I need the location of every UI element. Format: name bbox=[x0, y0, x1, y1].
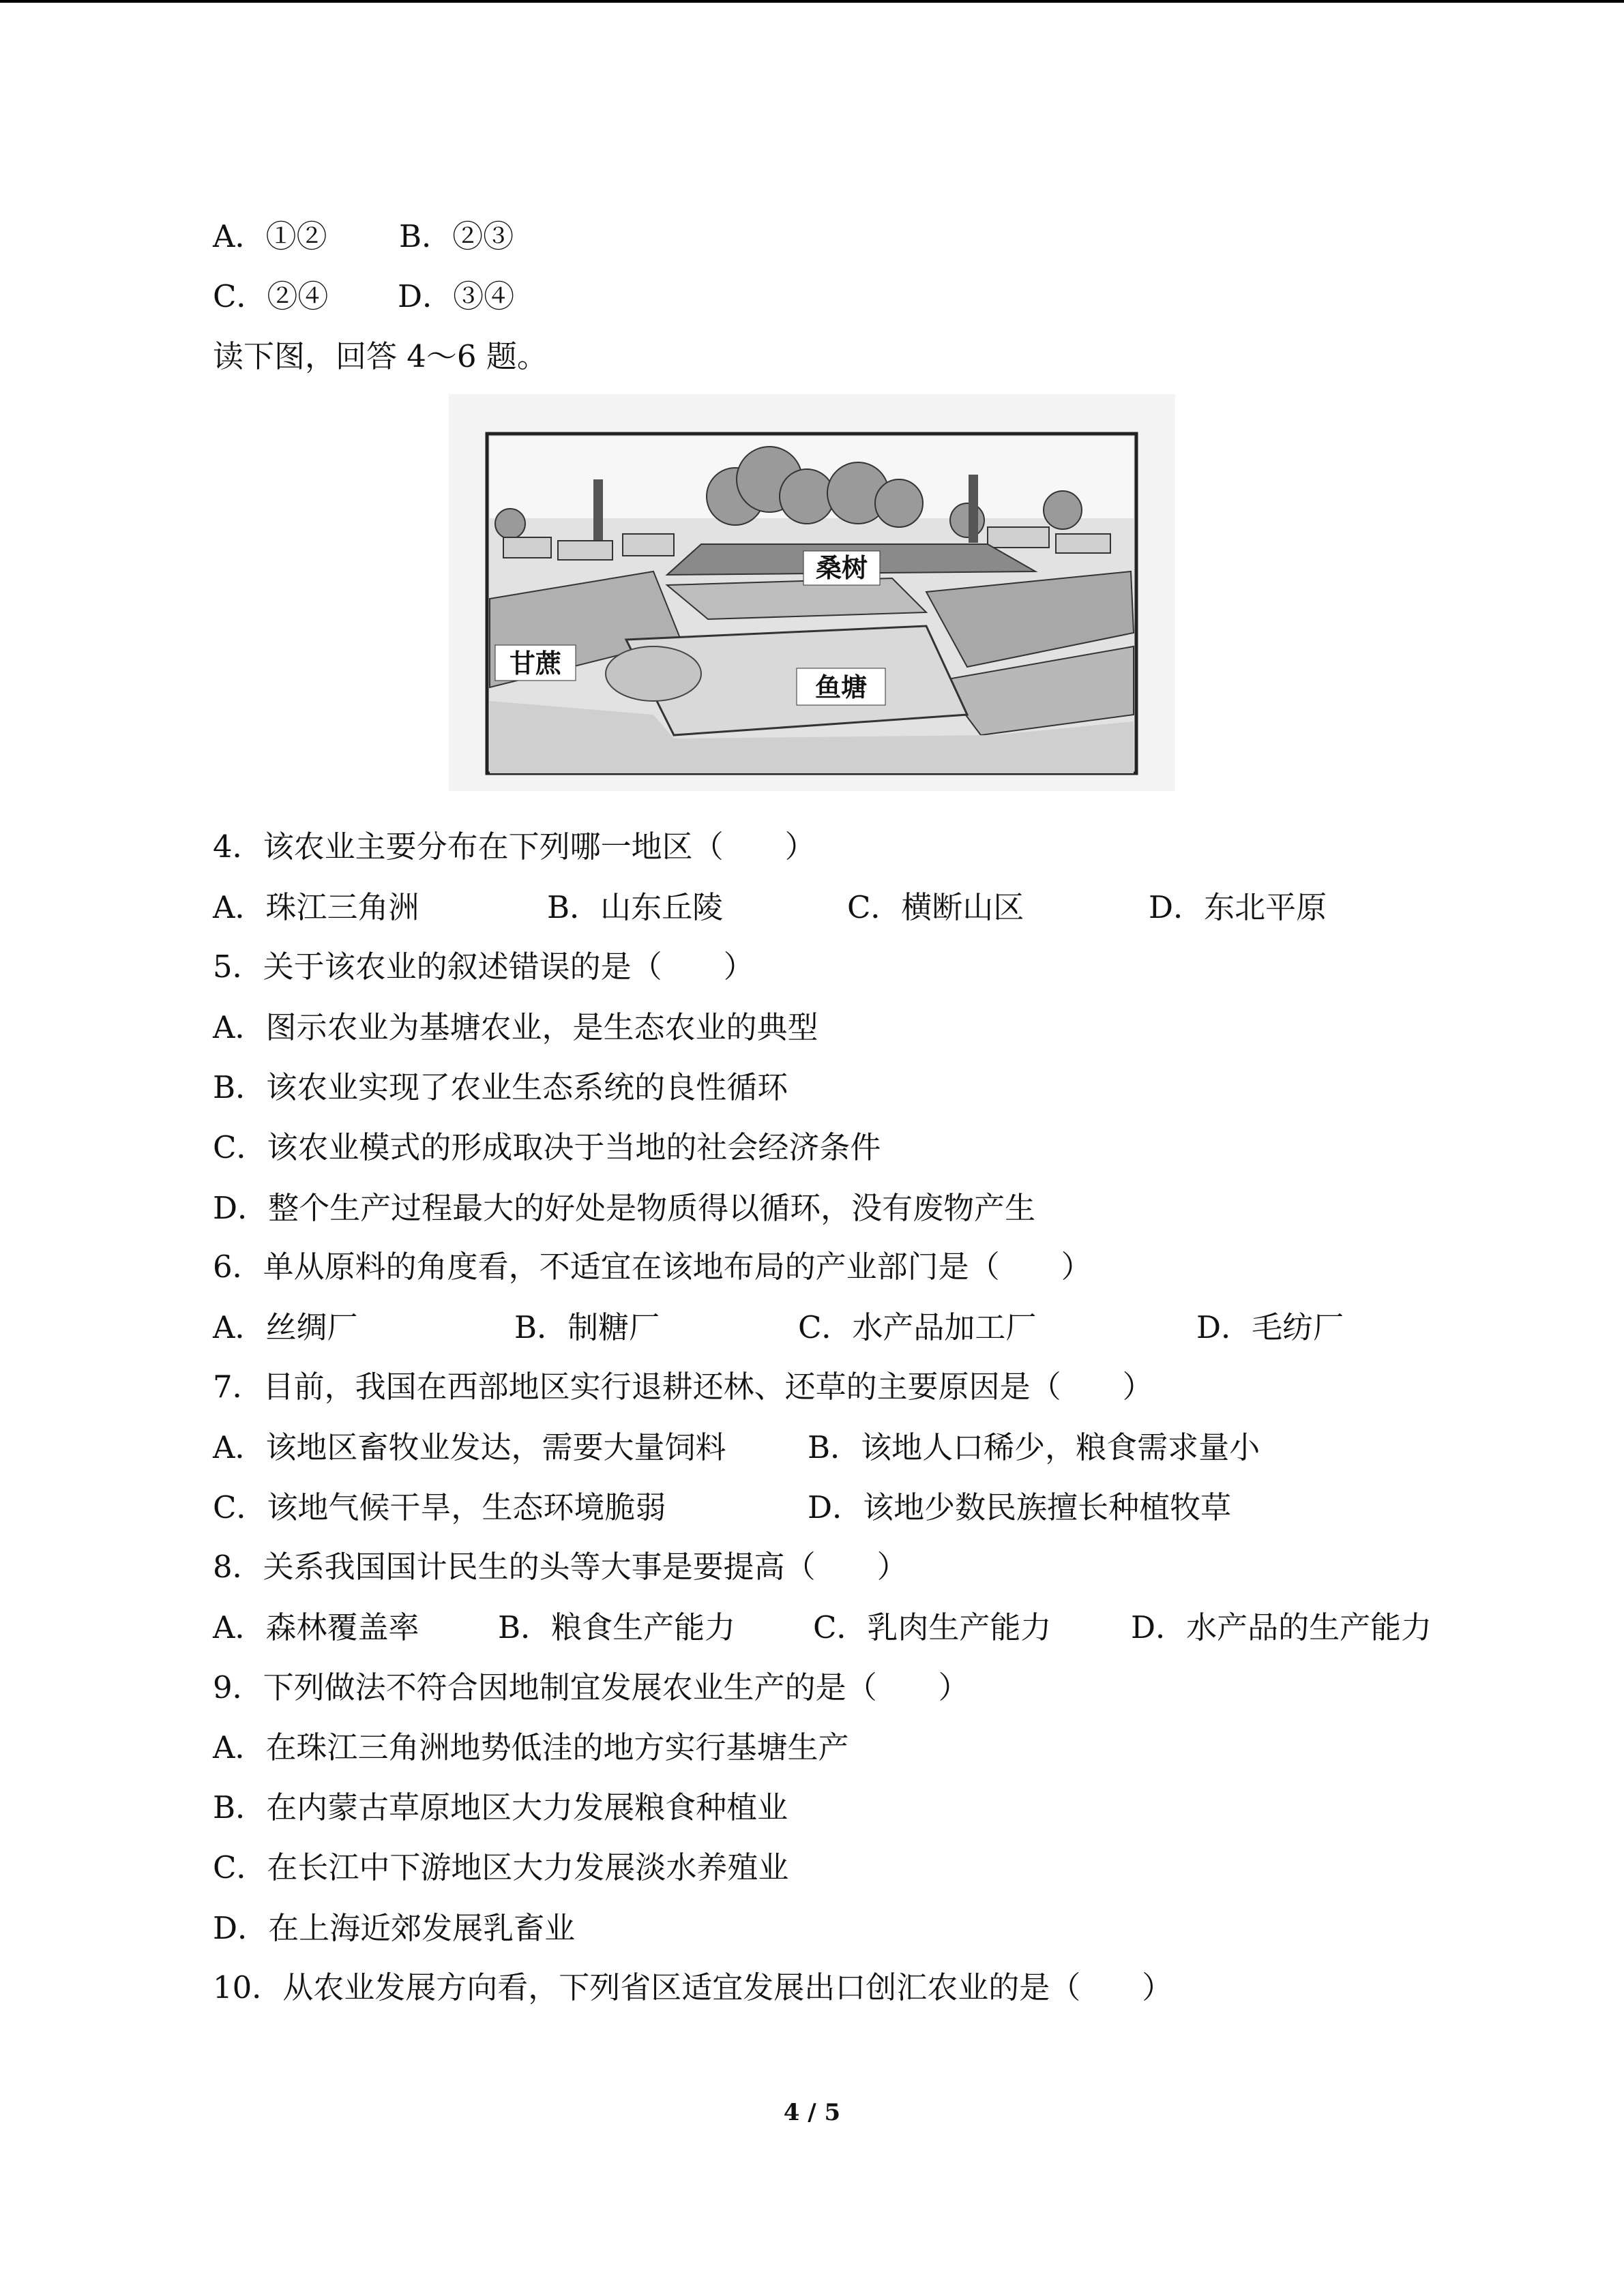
q9-option-c: C．在长江中下游地区大力发展淡水养殖业 bbox=[213, 1849, 789, 1885]
q4-option-b: B．山东丘陵 bbox=[547, 889, 724, 925]
q5-option-d: D．整个生产过程最大的好处是物质得以循环，没有废物产生 bbox=[213, 1190, 1036, 1226]
q8-option-d: D．水产品的生产能力 bbox=[1131, 1609, 1432, 1645]
q9-option-a: A．在珠江三角洲地势低洼的地方实行基塘生产 bbox=[213, 1729, 849, 1765]
dike-pond-illustration bbox=[449, 394, 1175, 791]
q5-option-a: A．图示农业为基塘农业，是生态农业的典型 bbox=[213, 1009, 818, 1045]
q5-option-c: C．该农业模式的形成取决于当地的社会经济条件 bbox=[213, 1129, 881, 1165]
q3-option-c: C．②④ bbox=[213, 278, 329, 314]
q7-stem: 7．目前，我国在西部地区实行退耕还林、还草的主要原因是（ ） bbox=[213, 1369, 1153, 1405]
q4-stem: 4．该农业主要分布在下列哪一地区（ ） bbox=[213, 829, 816, 865]
q6-option-d: D．毛纺厂 bbox=[1196, 1309, 1344, 1345]
figure-intro: 读下图，回答 4～6 题。 bbox=[213, 338, 548, 374]
q9-option-b: B．在内蒙古草原地区大力发展粮食种植业 bbox=[213, 1789, 788, 1825]
label-mulberry: 桑树 bbox=[815, 553, 868, 583]
q3-option-d: D．③④ bbox=[398, 278, 515, 314]
q9-stem: 9．下列做法不符合因地制宜发展农业生产的是（ ） bbox=[213, 1669, 969, 1705]
q5-option-b: B．该农业实现了农业生态系统的良性循环 bbox=[213, 1069, 788, 1105]
q3-option-b: B．②③ bbox=[399, 218, 514, 254]
q3-option-a: A．①② bbox=[213, 218, 327, 254]
dike-pond-figure bbox=[449, 394, 1175, 791]
q7-option-a: A．该地区畜牧业发达，需要大量饲料 bbox=[213, 1429, 726, 1465]
q8-option-a: A．森林覆盖率 bbox=[213, 1609, 419, 1645]
q8-option-c: C．乳肉生产能力 bbox=[813, 1609, 1052, 1645]
q7-option-d: D．该地少数民族擅长种植牧草 bbox=[808, 1489, 1232, 1525]
q4-option-a: A．珠江三角洲 bbox=[213, 889, 419, 925]
q8-stem: 8．关系我国国计民生的头等大事是要提高（ ） bbox=[213, 1549, 908, 1585]
top-border-line bbox=[0, 0, 1624, 3]
q6-option-b: B．制糖厂 bbox=[514, 1309, 660, 1345]
q5-stem: 5．关于该农业的叙述错误的是（ ） bbox=[213, 949, 754, 985]
label-sugarcane: 甘蔗 bbox=[509, 648, 562, 679]
label-fishpond: 鱼塘 bbox=[814, 672, 868, 702]
q7-option-b: B．该地人口稀少，粮食需求量小 bbox=[808, 1429, 1260, 1465]
q7-option-c: C．该地气候干旱，生态环境脆弱 bbox=[213, 1489, 666, 1525]
q4-option-d: D．东北平原 bbox=[1149, 889, 1327, 925]
q6-option-c: C．水产品加工厂 bbox=[798, 1309, 1037, 1345]
page-number: 4 / 5 bbox=[783, 2099, 841, 2126]
q6-stem: 6．单从原料的角度看，不适宜在该地布局的产业部门是（ ） bbox=[213, 1249, 1092, 1285]
q4-option-c: C．横断山区 bbox=[847, 889, 1024, 925]
q10-stem: 10．从农业发展方向看，下列省区适宜发展出口创汇农业的是（ ） bbox=[213, 1969, 1173, 2006]
q8-option-b: B．粮食生产能力 bbox=[498, 1609, 736, 1645]
q9-option-d: D．在上海近郊发展乳畜业 bbox=[213, 1910, 576, 1946]
q6-option-a: A．丝绸厂 bbox=[213, 1309, 358, 1345]
